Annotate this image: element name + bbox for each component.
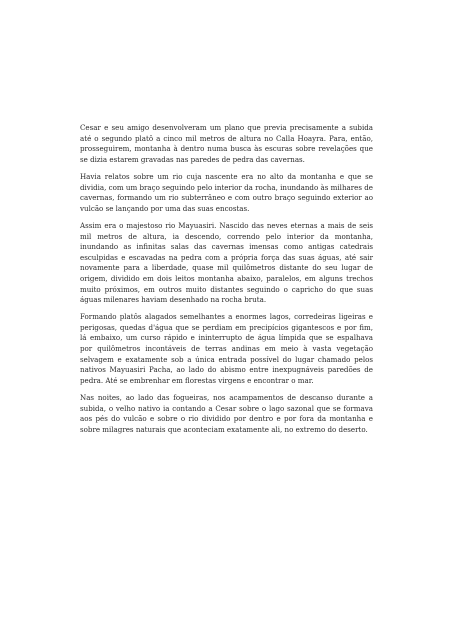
paragraph-5: Nas noites, ao lado das fogueiras, nos acampamentos de descanso durante a subida, o velho nativo ia contando a Cesar sobre o lago sazonal que se formava aos pés do vulcão e sobre o rio dividido por dentro e por fora da montanha e sobre milagres naturais que aconteciam exatamente ali, no extremo do deserto. — [80, 393, 373, 434]
body-text — [80, 123, 373, 442]
paragraph-2: Havia relatos sobre um rio cuja nascente era no alto da montanha e que se dividia, com um braço seguindo pelo interior da rocha, inundando às milhares de cavernas, formando um rio subterrâneo e com outro braço seguindo exterior ao vulcão se lançando por uma das suas encostas. — [80, 171, 373, 213]
paragraph-3: Assim era o majestoso rio Mayuasiri. Nascido das neves eternas a mais de seis mil metros de altura, ia descendo, correndo pelo interior da montanha, inundando as infinitas salas das cavernas imensas como antigas catedrais esculpidas e escavadas na pedra com a própria força das suas águas, até sair novamente para a liberdade, quase mil quilômetros distante do seu lugar de origem, dividido em dois leitos montanha abaixo, paralelos, em alguns trechos muito próximos, em outros muito distantes seguindo o capricho do que suas águas milenares haviam desenhado na rocha bruta. — [80, 220, 373, 305]
paragraph-4: Formando platôs alagados semelhantes a enormes lagos, corredeiras ligeiras e perigosas, quedas d'água que se perdiam em precipícios gigantescos e por fim, lá embaixo, um curso rápido e ininterrupto de água límpida que se espalhava por quilômetros incontáveis de terras andinas em meio à vasta vegetação selvagem e exatamente sob a única entrada possível do lugar chamado pelos nativos Mayuasiri Pacha, ao lado do abismo entre inexpugnáveis paredões de pedra. Até se embrenhar em florestas virgens e encontrar o mar. — [80, 312, 373, 385]
paragraph-1: Cesar e seu amigo desenvolveram um plano que previa precisamente a subida até o segundo platô a cinco mil metros de altura no Calla Hoayra. Para, então, prosseguirem, montanha à dentro numa busca às escuras sobre revelações que se dizia estarem gravadas nas paredes de pedra das cavernas. — [80, 123, 373, 164]
